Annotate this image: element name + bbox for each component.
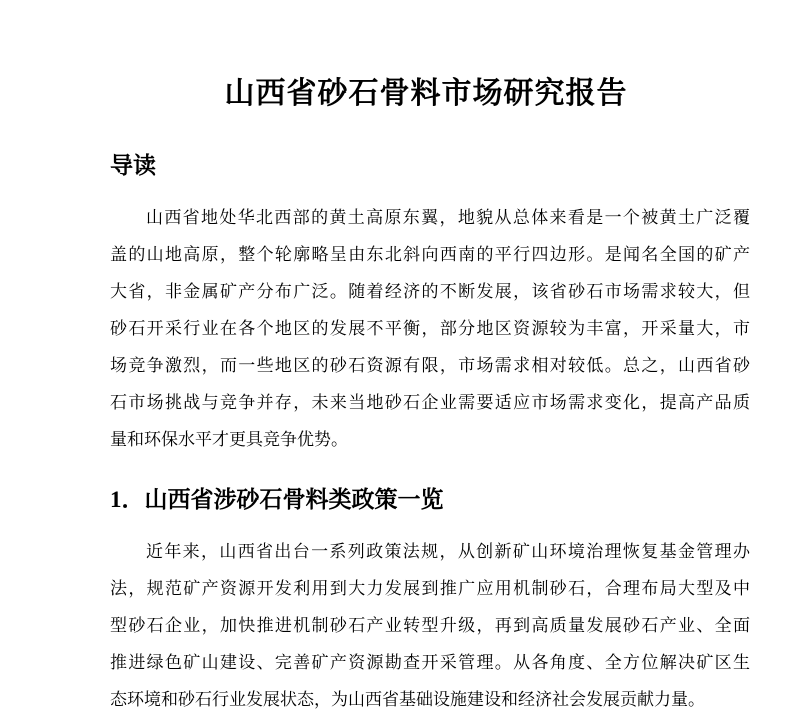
intro-paragraph <box>110 200 750 459</box>
paragraph-line: 型砂石企业，加快推进机制砂石产业转型升级，再到高质量发展砂石产业、全面 <box>110 616 750 636</box>
section-heading-policy-text: 山西省涉砂石骨料类政策一览 <box>144 487 444 513</box>
policy-paragraph <box>110 534 750 719</box>
paragraph-line: 石市场挑战与竞争并存，未来当地砂石企业需要适应市场需求变化，提高产品质 <box>110 393 750 413</box>
paragraph-line: 山西省地处华北西部的黄土高原东翼，地貌从总体来看是一个被黄土广泛覆 <box>146 208 750 228</box>
section-number: 1． <box>110 487 145 512</box>
paragraph-line: 场竞争激烈，而一些地区的砂石资源有限，市场需求相对较低。总之，山西省砂 <box>110 356 750 376</box>
section-heading-policy <box>110 484 444 516</box>
document-title: 山西省砂石骨料市场研究报告 <box>224 76 628 111</box>
paragraph-line: 态环境和砂石行业发展状态，为山西省基础设施建设和经济社会发展贡献力量。 <box>110 690 705 710</box>
paragraph-line: 大省，非金属矿产分布广泛。随着经济的不断发展，该省砂石市场需求较大，但 <box>110 282 750 302</box>
paragraph-line: 盖的山地高原，整个轮廓略呈由东北斜向西南的平行四边形。是闻名全国的矿产 <box>110 245 750 265</box>
paragraph-line: 法，规范矿产资源开发利用到大力发展到推广应用机制砂石，合理布局大型及中 <box>110 579 750 599</box>
section-heading-intro-text: 导读 <box>110 153 156 179</box>
paragraph-line: 量和环保水平才更具竞争优势。 <box>110 430 348 450</box>
paragraph-line: 砂石开采行业在各个地区的发展不平衡，部分地区资源较为丰富，开采量大，市 <box>110 319 750 339</box>
section-heading-intro <box>110 150 156 182</box>
paragraph-line: 近年来，山西省出台一系列政策法规，从创新矿山环境治理恢复基金管理办 <box>146 542 750 562</box>
paragraph-line: 推进绿色矿山建设、完善矿产资源勘查开采管理。从各角度、全方位解决矿区生 <box>110 653 750 673</box>
